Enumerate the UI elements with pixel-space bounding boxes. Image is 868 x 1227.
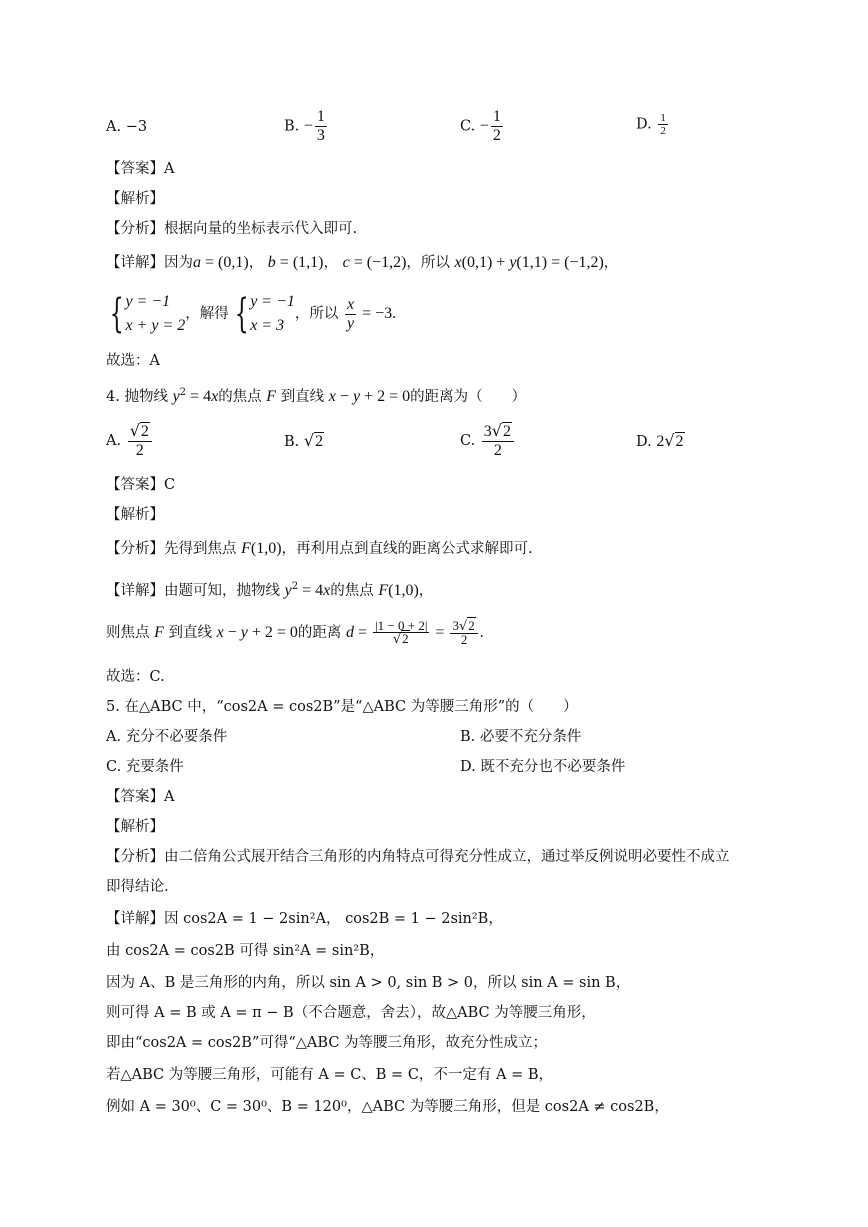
q3-answer: 【答案】A: [106, 161, 175, 177]
q4-option-a: A. $\frac{√2}{2}$: [106, 422, 154, 460]
q3-option-c: C. − $\frac{1}{2}$: [460, 108, 501, 144]
q5-detail-1: 【详解】因 cos2A = 1 − 2sin²A， cos2B = 1 − 2sin²B，: [106, 911, 503, 927]
q3-fenxi: 【分析】根据向量的坐标表示代入即可.: [106, 221, 358, 237]
q5-detail-2: 由 cos2A = cos2B 可得 sin²A = sin²B，: [106, 943, 385, 959]
q3-option-d: D. $\frac{1}{2}$: [636, 112, 666, 137]
q4-option-d: D. 2√2: [636, 431, 684, 450]
q5-option-a: A. 充分不必要条件: [106, 729, 228, 745]
q5-jiexi: 【解析】: [106, 819, 164, 835]
q4-answer: 【答案】C: [106, 477, 176, 493]
q5-option-c: C. 充要条件: [106, 759, 184, 775]
q5-fenxi-1: 【分析】由二倍角公式展开结合三角形的内角特点可得充分性成立，通过举反例说明必要性不成立: [106, 849, 730, 865]
q5-detail-3: 因为 A、B 是三角形的内角，所以 sin A > 0, sin B > 0，所以 sin A = sin B，: [106, 975, 631, 991]
q5-option-b: B. 必要不充分条件: [460, 729, 582, 745]
q5-answer: 【答案】A: [106, 789, 175, 805]
q3-system: { y = −1 x + y = 2 ，解得 { y = −1 x = 3 ，所以 $\frac{x}{y}$ = −3.: [109, 291, 397, 337]
q4-choose: 故选：C.: [106, 669, 165, 685]
q4-xiangjie: 【详解】由题可知，抛物线 $y^2 = 4x$的焦点 F(1,0)，: [106, 581, 434, 599]
q4-fenxi: 【分析】先得到焦点 F(1,0)，再利用点到直线的距离公式求解即可.: [106, 540, 533, 557]
q4-jiexi: 【解析】: [106, 507, 164, 523]
q4-stem: 4. 抛物线 $y^2 = 4x$的焦点 F 到直线 x − y + 2 = 0的距离为（ ）: [106, 387, 527, 405]
q5-stem: 5. 在△ABC 中，“cos2A = cos2B”是“△ABC 为等腰三角形”的（ ）: [106, 699, 578, 715]
q5-detail-5: 即由“cos2A = cos2B”可得“△ABC 为等腰三角形，故充分性成立；: [106, 1035, 548, 1051]
q5-detail-4: 则可得 A = B 或 A = π − B（不合题意，舍去），故△ABC 为等腰三角形，: [106, 1005, 596, 1021]
q5-detail-7: 例如 A = 30⁰、C = 30⁰、B = 120⁰，△ABC 为等腰三角形，但是 cos2A ≠ cos2B，: [106, 1099, 669, 1115]
q3-choose: 故选：A: [106, 353, 160, 369]
q3-jiexi: 【解析】: [106, 191, 164, 207]
q5-fenxi-2: 即得结论.: [106, 879, 169, 895]
q5-detail-6: 若△ABC 为等腰三角形，可能有 A = C、B = C，不一定有 A = B，: [106, 1067, 554, 1083]
q5-option-d: D. 既不充分也不必要条件: [460, 759, 626, 775]
q3-xiangjie: 【详解】因为a = (0,1)， b = (1,1)， c = (−1,2)，所以 x(0,1) + y(1,1) = (−1,2)，: [106, 254, 619, 271]
q4-distance: 则焦点 F 到直线 x − y + 2 = 0的距离 d = $\frac{|1 - 0 + 2|}{√2}$ = $\frac{3√2}{2}$ .: [106, 618, 484, 647]
q4-option-c: C. $\frac{3√2}{2}$: [460, 422, 516, 460]
q3-option-b: B. − $\frac{1}{3}$: [284, 108, 325, 144]
q4-option-b: B. √2: [284, 431, 324, 450]
q3-option-a: A. −3: [106, 119, 148, 135]
